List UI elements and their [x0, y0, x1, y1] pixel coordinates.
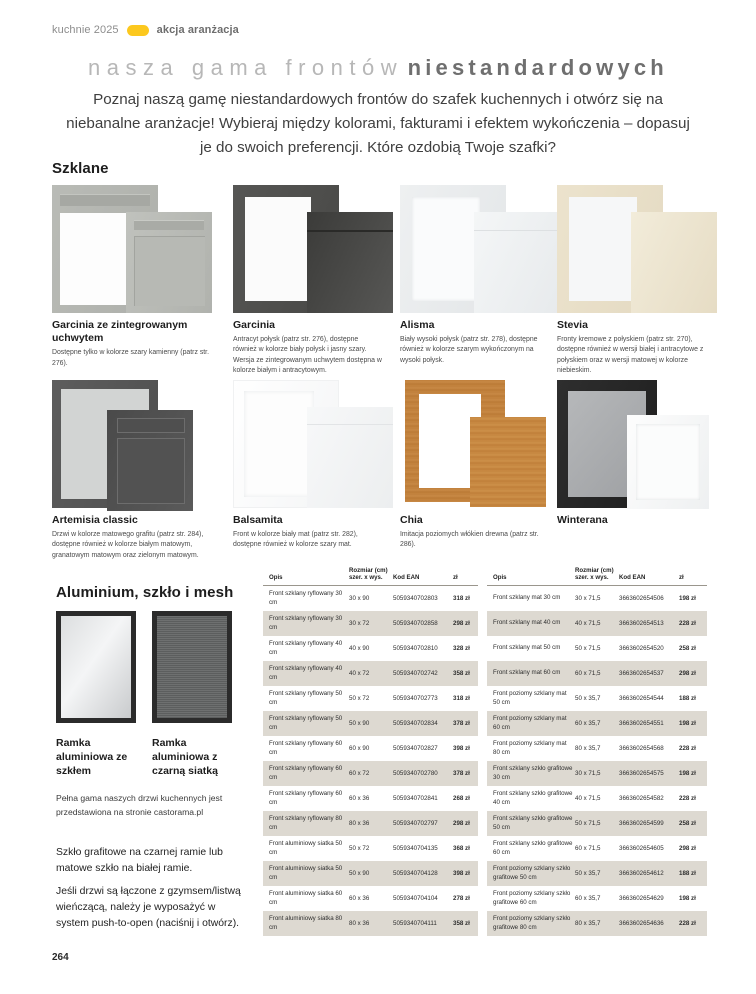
- table-right: [487, 566, 707, 936]
- product-image-alu-glass: [56, 611, 136, 723]
- row-ean: 3663602654582: [619, 795, 664, 802]
- row-ean: 3663602654605: [619, 845, 664, 852]
- row-ean: 3663602654513: [619, 620, 664, 627]
- row-ean: 3663602654612: [619, 870, 664, 877]
- product-description: Drzwi w kolorze matowego grafitu (patrz str. 284), dostępne również w kolorze białym matowym, granatowym matowym oraz zielonym matowym.: [52, 531, 204, 559]
- row-price: 318 zł: [453, 595, 470, 602]
- col-header-desc: Opis: [269, 574, 283, 582]
- row-ean: 5059340704135: [393, 845, 438, 852]
- row-size: 30 x 71,5: [575, 595, 601, 602]
- row-size: 80 x 35,7: [575, 920, 601, 927]
- row-size: 50 x 90: [349, 870, 370, 877]
- col-header-size-line2: szer. x wys.: [575, 574, 609, 582]
- row-size: 50 x 35,7: [575, 870, 601, 877]
- page-title: [0, 55, 756, 81]
- table-row[interactable]: [487, 836, 707, 861]
- product-name: Chia: [400, 514, 423, 526]
- row-desc: Front szklany ryflowany 30 cm: [269, 590, 343, 606]
- col-header-size-line1: Rozmiar (cm): [575, 566, 614, 574]
- table-row[interactable]: [487, 886, 707, 911]
- row-size: 40 x 71,5: [575, 620, 601, 627]
- row-desc: Front szklany mat 60 cm: [493, 669, 561, 677]
- row-size: 60 x 35,7: [575, 895, 601, 902]
- table-row[interactable]: [263, 661, 478, 686]
- row-desc: Front aluminiowy siatka 50 cm: [269, 865, 343, 881]
- row-price: 368 zł: [453, 845, 470, 852]
- product-image-winterana: [557, 375, 707, 510]
- row-size: 60 x 71,5: [575, 845, 601, 852]
- table-row[interactable]: [487, 661, 707, 686]
- page-title-light: nasza gama frontów: [88, 55, 404, 80]
- table-row[interactable]: [263, 711, 478, 736]
- row-size: 40 x 90: [349, 645, 370, 652]
- row-price: 198 zł: [679, 595, 696, 602]
- section-title-glass: Szklane: [52, 160, 109, 177]
- table-row[interactable]: [487, 711, 707, 736]
- row-ean: 3663602654520: [619, 645, 664, 652]
- row-ean: 5059340702827: [393, 745, 438, 752]
- row-ean: 3663602654537: [619, 670, 664, 677]
- row-ean: 5059340704104: [393, 895, 438, 902]
- row-ean: 5059340702841: [393, 795, 438, 802]
- table-row[interactable]: [263, 911, 478, 936]
- product-card-artemisia[interactable]: [52, 375, 212, 561]
- row-ean: 3663602654544: [619, 695, 664, 702]
- alu-caption-mesh: Ramka aluminiowa z czarną siatką: [152, 737, 218, 777]
- promo-badge-icon: [127, 25, 149, 36]
- row-ean: 5059340702742: [393, 670, 438, 677]
- row-size: 30 x 72: [349, 620, 370, 627]
- row-price: 318 zł: [453, 695, 470, 702]
- row-size: 30 x 71,5: [575, 770, 601, 777]
- table-row[interactable]: [263, 836, 478, 861]
- note-push-to-open: Jeśli drzwi są łączone z gzymsem/listwą wieńczącą, należy je wyposażyć w system push-to-open (naciśnij i otwórz).: [56, 886, 241, 929]
- product-card-balsamita[interactable]: [233, 375, 383, 551]
- table-row[interactable]: [263, 586, 478, 611]
- row-desc: Front szklany ryflowany 40 cm: [269, 665, 343, 681]
- intro-paragraph: Poznaj naszą gamę niestandardowych frontów do szafek kuchennych i otwórz się na niebanalne aranżacje! Wybieraj między kolorami, fakturami i efektem wykończenia – dopasuj je do swoich preferencji. Które ozdobią Twoje szafki?: [66, 91, 690, 157]
- row-ean: 5059340704111: [393, 920, 437, 927]
- row-price: 228 zł: [679, 620, 696, 627]
- row-size: 60 x 35,7: [575, 720, 601, 727]
- row-desc: Front poziomy szklany mat 50 cm: [493, 690, 567, 706]
- row-ean: 5059340702797: [393, 820, 438, 827]
- row-price: 298 zł: [453, 820, 470, 827]
- row-size: 40 x 71,5: [575, 795, 601, 802]
- table-body: [263, 586, 478, 936]
- product-description: Biały wysoki połysk (patrz str. 278), dostępne również w kolorze szarym wykończonym na wysoki połysk.: [400, 336, 538, 364]
- row-desc: Front szklany ryflowany 60 cm: [269, 790, 343, 806]
- row-desc: Front szklany szkło grafitowe 40 cm: [493, 790, 573, 806]
- row-price: 398 zł: [453, 870, 470, 877]
- product-image-alisma: [400, 180, 545, 315]
- row-size: 50 x 90: [349, 720, 370, 727]
- row-ean: 5059340702780: [393, 770, 438, 777]
- table-row[interactable]: [487, 636, 707, 661]
- table-row[interactable]: [487, 911, 707, 936]
- row-ean: 5059340702803: [393, 595, 438, 602]
- row-desc: Front szklany szkło grafitowe 60 cm: [493, 840, 573, 856]
- product-description: Front w kolorze biały mat (patrz str. 282), dostępne również w kolorze szary mat.: [233, 531, 358, 549]
- col-header-ean: Kod EAN: [393, 574, 420, 582]
- product-name: Garcinia: [233, 319, 276, 331]
- row-price: 278 zł: [453, 895, 470, 902]
- product-image-alu-mesh: [152, 611, 232, 723]
- page-header: [52, 24, 239, 36]
- row-price: 358 zł: [453, 670, 470, 677]
- col-header-size-line1: Rozmiar (cm): [349, 566, 388, 574]
- col-header-price: zł: [453, 574, 458, 582]
- row-price: 258 zł: [679, 645, 696, 652]
- table-header-row: [263, 566, 478, 586]
- table-row[interactable]: [263, 786, 478, 811]
- product-image-garcinia: [233, 180, 383, 315]
- row-ean: 3663602654568: [619, 745, 664, 752]
- table-row[interactable]: [487, 761, 707, 786]
- section-title-aluminium: Aluminium, szkło i mesh: [56, 584, 234, 601]
- product-name: Alisma: [400, 319, 435, 331]
- table-row[interactable]: [487, 611, 707, 636]
- catalog-year-label: kuchnie 2025: [52, 24, 119, 36]
- table-row[interactable]: [487, 786, 707, 811]
- row-ean: 3663602654629: [619, 895, 664, 902]
- table-header-row: [487, 566, 707, 586]
- note-full-range: Pełna gama naszych drzwi kuchennych jest przedstawiona na stronie castorama.pl: [56, 793, 223, 817]
- row-price: 298 zł: [679, 670, 696, 677]
- row-price: 188 zł: [679, 870, 696, 877]
- table-row[interactable]: [487, 736, 707, 761]
- row-price: 188 zł: [679, 695, 696, 702]
- row-size: 50 x 35,7: [575, 695, 601, 702]
- row-ean: 3663602654599: [619, 820, 664, 827]
- product-card-chia[interactable]: [400, 375, 545, 551]
- row-price: 228 zł: [679, 795, 696, 802]
- table-row[interactable]: [487, 686, 707, 711]
- row-ean: 5059340704128: [393, 870, 438, 877]
- row-price: 198 zł: [679, 720, 696, 727]
- row-ean: 5059340702773: [393, 695, 438, 702]
- col-header-ean: Kod EAN: [619, 574, 646, 582]
- row-desc: Front aluminiowy siatka 80 cm: [269, 915, 343, 931]
- row-size: 60 x 71,5: [575, 670, 601, 677]
- table-row[interactable]: [263, 636, 478, 661]
- row-price: 198 zł: [679, 895, 696, 902]
- table-left: [263, 566, 478, 936]
- row-desc: Front szklany ryflowany 50 cm: [269, 715, 343, 731]
- product-image-balsamita: [233, 375, 383, 510]
- col-header-price: zł: [679, 574, 684, 582]
- product-card-winterana[interactable]: [557, 375, 707, 530]
- row-desc: Front szklany szkło grafitowe 50 cm: [493, 815, 573, 831]
- product-name: Winterana: [557, 514, 608, 526]
- product-image-garcinia-handle: [52, 180, 212, 315]
- product-card-stevia[interactable]: [557, 180, 707, 377]
- row-price: 398 zł: [453, 745, 470, 752]
- product-image-chia: [400, 375, 545, 510]
- table-row[interactable]: [263, 861, 478, 886]
- row-desc: Front poziomy szklany szkło grafitowe 50 cm: [493, 865, 571, 881]
- table-row[interactable]: [263, 686, 478, 711]
- row-size: 80 x 36: [349, 920, 370, 927]
- row-desc: Front szklany ryflowany 60 cm: [269, 765, 343, 781]
- row-price: 298 zł: [453, 620, 470, 627]
- note-glass-frame: Szkło grafitowe na czarnej ramie lub matowe szkło na białej ramie.: [56, 847, 223, 874]
- row-desc: Front szklany mat 50 cm: [493, 644, 561, 652]
- table-row[interactable]: [487, 861, 707, 886]
- row-desc: Front poziomy szklany mat 80 cm: [493, 740, 567, 756]
- table-row[interactable]: [487, 811, 707, 836]
- row-price: 268 zł: [453, 795, 470, 802]
- row-desc: Front aluminiowy siatka 60 cm: [269, 890, 343, 906]
- table-row[interactable]: [263, 611, 478, 636]
- row-price: 378 zł: [453, 770, 470, 777]
- row-size: 80 x 35,7: [575, 745, 601, 752]
- row-size: 60 x 72: [349, 770, 370, 777]
- product-name: Artemisia classic: [52, 514, 138, 526]
- row-desc: Front szklany ryflowany 80 cm: [269, 815, 343, 831]
- row-price: 198 zł: [679, 770, 696, 777]
- table-row[interactable]: [263, 811, 478, 836]
- col-header-size-line2: szer. x wys.: [349, 574, 383, 582]
- row-ean: 3663602654575: [619, 770, 664, 777]
- row-price: 228 zł: [679, 745, 696, 752]
- row-price: 378 zł: [453, 720, 470, 727]
- row-desc: Front poziomy szklany mat 60 cm: [493, 715, 567, 731]
- product-card-alisma[interactable]: [400, 180, 545, 366]
- row-desc: Front szklany mat 30 cm: [493, 594, 561, 602]
- row-size: 40 x 72: [349, 670, 370, 677]
- table-row[interactable]: [263, 736, 478, 761]
- table-row[interactable]: [263, 761, 478, 786]
- product-name: Balsamita: [233, 514, 283, 526]
- row-size: 60 x 36: [349, 895, 370, 902]
- page-title-strong: niestandardowych: [407, 55, 668, 80]
- row-ean: 5059340702858: [393, 620, 438, 627]
- row-desc: Front szklany ryflowany 50 cm: [269, 690, 343, 706]
- row-desc: Front szklany ryflowany 60 cm: [269, 740, 343, 756]
- row-desc: Front szklany szkło grafitowe 30 cm: [493, 765, 573, 781]
- row-price: 328 zł: [453, 645, 470, 652]
- table-row[interactable]: [263, 886, 478, 911]
- product-image-artemisia: [52, 375, 212, 510]
- product-description: Antracyt połysk (patrz str. 276), dostępne również w kolorze biały połysk i jasny szary. Wersja ze zintegrowanym uchwytem dostępna w kolorze białym i antracytowym.: [233, 336, 382, 375]
- row-price: 358 zł: [453, 920, 470, 927]
- product-description: Dostępne tylko w kolorze szary kamienny (patrz str. 276).: [52, 349, 210, 367]
- row-price: 258 zł: [679, 820, 696, 827]
- page-number: 264: [52, 952, 69, 963]
- product-description: Fronty kremowe z połyskiem (patrz str. 270), dostępne również w wersji białej i antracytowe z połyskiem oraz w wersji matowej w kolorze niebieskim.: [557, 336, 704, 375]
- table-row[interactable]: [487, 586, 707, 611]
- row-size: 60 x 90: [349, 745, 370, 752]
- row-size: 50 x 71,5: [575, 645, 601, 652]
- col-header-desc: Opis: [493, 574, 507, 582]
- row-size: 50 x 72: [349, 695, 370, 702]
- row-desc: Front aluminiowy siatka 50 cm: [269, 840, 343, 856]
- row-size: 60 x 36: [349, 795, 370, 802]
- row-price: 298 zł: [679, 845, 696, 852]
- row-size: 50 x 72: [349, 845, 370, 852]
- product-name: Garcinia ze zintegrowanym uchwytem: [52, 319, 188, 345]
- row-ean: 3663602654636: [619, 920, 664, 927]
- row-ean: 5059340702810: [393, 645, 438, 652]
- product-card-garcinia[interactable]: [233, 180, 383, 377]
- row-desc: Front poziomy szklany szkło grafitowe 80 cm: [493, 915, 571, 931]
- product-description: Imitacja poziomych włókien drewna (patrz str. 286).: [400, 531, 539, 549]
- table-body: [487, 586, 707, 936]
- product-name: Stevia: [557, 319, 588, 331]
- row-size: 50 x 71,5: [575, 820, 601, 827]
- row-desc: Front szklany mat 40 cm: [493, 619, 561, 627]
- row-desc: Front szklany ryflowany 30 cm: [269, 615, 343, 631]
- row-ean: 3663602654551: [619, 720, 664, 727]
- row-desc: Front poziomy szklany szkło grafitowe 60 cm: [493, 890, 571, 906]
- alu-caption-glass: Ramka aluminiowa ze szkłem: [56, 737, 128, 777]
- product-card-garcinia-handle[interactable]: [52, 180, 212, 369]
- row-size: 30 x 90: [349, 595, 370, 602]
- row-size: 80 x 36: [349, 820, 370, 827]
- product-image-stevia: [557, 180, 707, 315]
- row-desc: Front szklany ryflowany 40 cm: [269, 640, 343, 656]
- row-ean: 5059340702834: [393, 720, 438, 727]
- row-ean: 3663602654506: [619, 595, 664, 602]
- promo-badge-label: akcja aranżacja: [156, 24, 239, 36]
- row-price: 228 zł: [679, 920, 696, 927]
